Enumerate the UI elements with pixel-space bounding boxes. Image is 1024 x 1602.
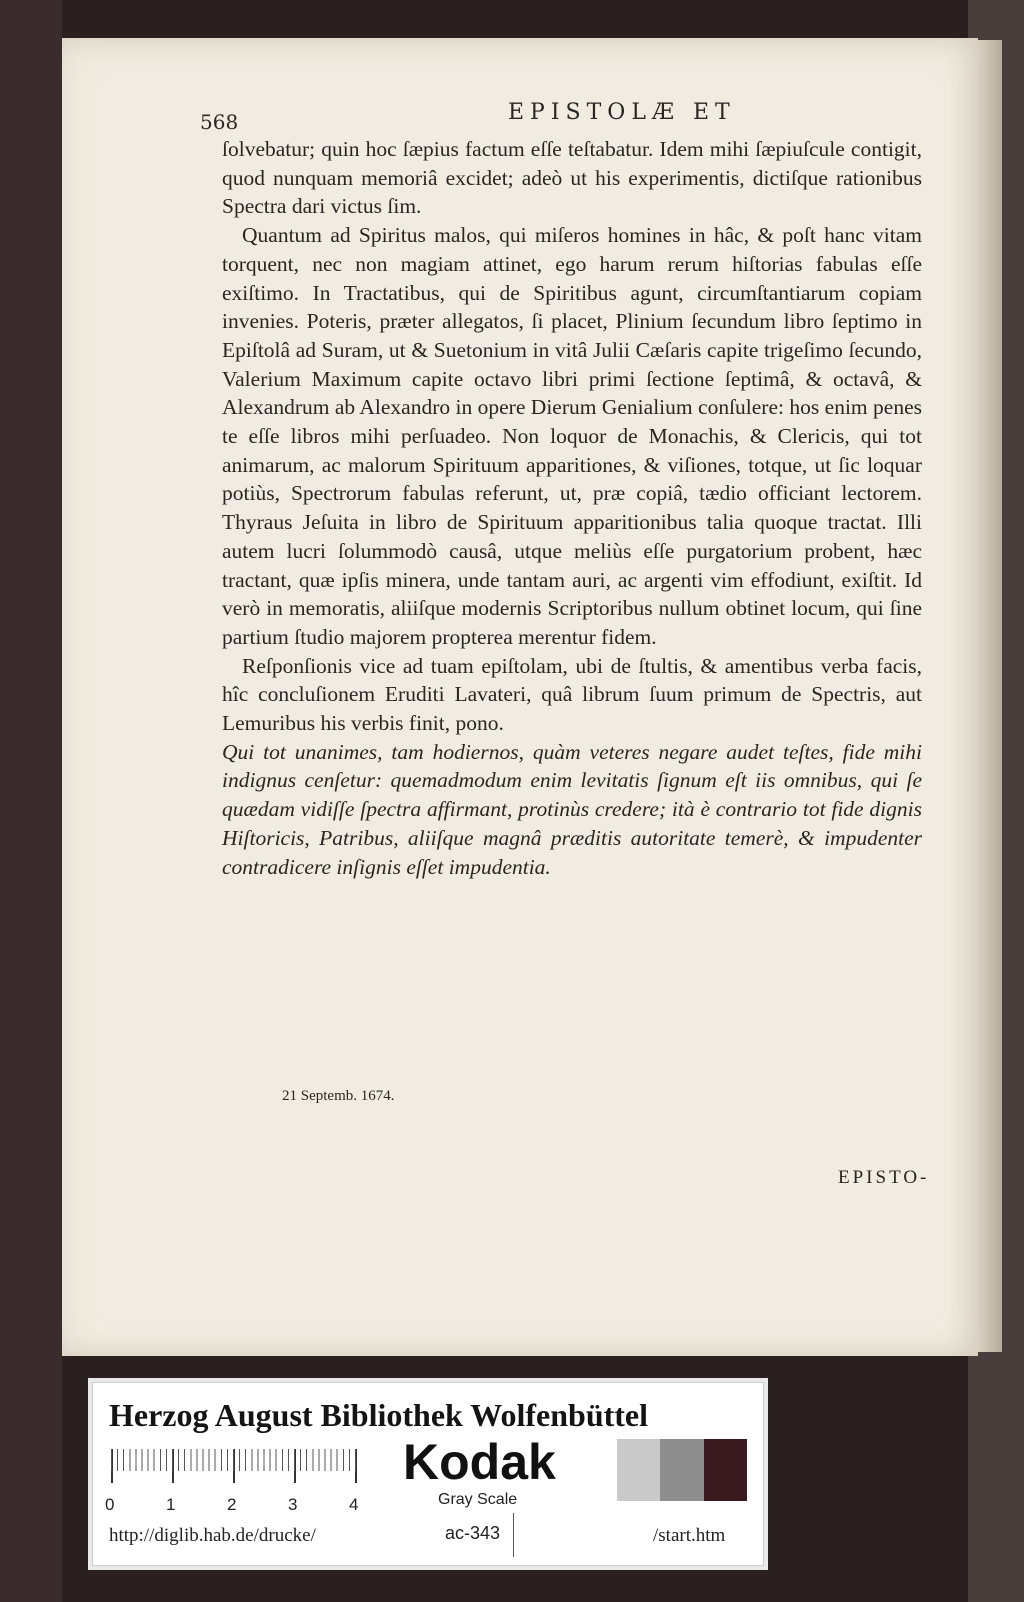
page-header (138, 60, 918, 134)
running-title: EPISTOLÆ ET (508, 100, 736, 125)
library-name: Herzog August Bibliothek Wolfenbüttel (109, 1397, 649, 1433)
letter-body (222, 135, 922, 881)
ruler-number: 2 (227, 1495, 237, 1514)
ruler-number: 3 (288, 1495, 298, 1514)
paragraph-3: Reſponſionis vice ad tuam epiſtolam, ubi de ſtultis, & amentibus verba facis, hîc concluſionem Eruditi Lavateri, quâ librum ſuum primum de Spectris, aut Lemuribus his verbis finit, pono. (222, 653, 922, 736)
gray-swatch (660, 1439, 704, 1501)
gray-scale-label: Gray Scale (438, 1491, 518, 1508)
start-url: /start.htm (653, 1525, 726, 1546)
catalog-code: ac-343 (445, 1523, 501, 1543)
ruler-number: 4 (349, 1495, 359, 1514)
library-url: http://diglib.hab.de/drucke/ (109, 1525, 316, 1546)
card-divider (513, 1513, 514, 1557)
gray-swatch (704, 1439, 748, 1501)
ruler-number: 1 (166, 1495, 176, 1514)
scan-backdrop-left (0, 0, 62, 1602)
page-number: 568 (200, 110, 239, 134)
facing-page-edge (978, 40, 1002, 1352)
color-scale-card (92, 1382, 764, 1566)
paragraph-2: Quantum ad Spiritus malos, qui miſeros homines in hâc, & poſt hanc vitam torquent, nec non magiam attinet, ego harum rerum hiſtorias fabulas eſſe exiſtimo. In Tractatibus, qui de Spiritibus agunt, circumſtantiarum copiam invenies. Poteris, præter allegatos, ſi placet, Plinium ſecundum libro ſeptimo in Epiſtolâ ad Suram, ut & Suetonium in vitâ Julii Cæſaris capite trigeſimo ſecundo, Valerium Maximum capite octavo libri primi ſectione ſeptimâ, & octavâ, & Alexandrum ab Alexandro in opere Dierum Genialium conſulere: hos enim penes te eſſe libros mihi perſuadeo. Non loquor de Monachis, & Clericis, qui tot animarum, ac malorum Spirituum apparitiones, & viſiones, totque, ut ſic loquar potiùs, Spectrorum fabulas referunt, ut, præ copiâ, tædio officiant lectorem. Thyraus Jeſuita in libro de Spirituum apparitionibus talia quoque tractat. Illi autem lucri ſolummodò causâ, utque meliùs eſſe purgatorium probent, hæc tractant, quæ ipſis minera, unde tantam auri, ac argenti vim effodiunt, exiſtit. Id verò in memoratis, aliiſque modernis Scriptoribus nullum obtinet locum, qui ſine partium ſtudio majorem propterea merentur fidem. (222, 223, 922, 649)
kodak-logo: Kodak (403, 1434, 556, 1490)
gray-swatch (573, 1439, 617, 1501)
paragraph-1: ſolvebatur; quin hoc ſæpius factum eſſe teſtabatur. Idem mihi ſæpiuſcule contigit, quod nunquam memoriâ excidet; adeò ut his experimentis, dictiſque rationibus Spectra dari victus ſim. (222, 137, 922, 219)
ruler (111, 1449, 361, 1489)
letter-date: 21 Septemb. 1674. (282, 1088, 395, 1104)
quotation: Qui tot unanimes, tam hodiernos, quàm veteres negare audet teſtes, fide mihi indignus cenſetur: quemadmodum enim levitatis ſignum eſt iis omnibus, qui ſe quædam vidiſſe ſpectra affirmant, protinùs credere; ità è contrario tot fide dignis Hiſtoricis, Patribus, aliiſque magnâ præditis autoritate temerè, & impudenter contradicere inſignis eſſet impudentia. (222, 739, 922, 879)
gray-swatches (573, 1439, 747, 1501)
ruler-number: 0 (105, 1495, 115, 1514)
gray-swatch (617, 1439, 661, 1501)
catchword: EPISTO- (838, 1167, 930, 1188)
ruler-ticks (111, 1449, 361, 1483)
